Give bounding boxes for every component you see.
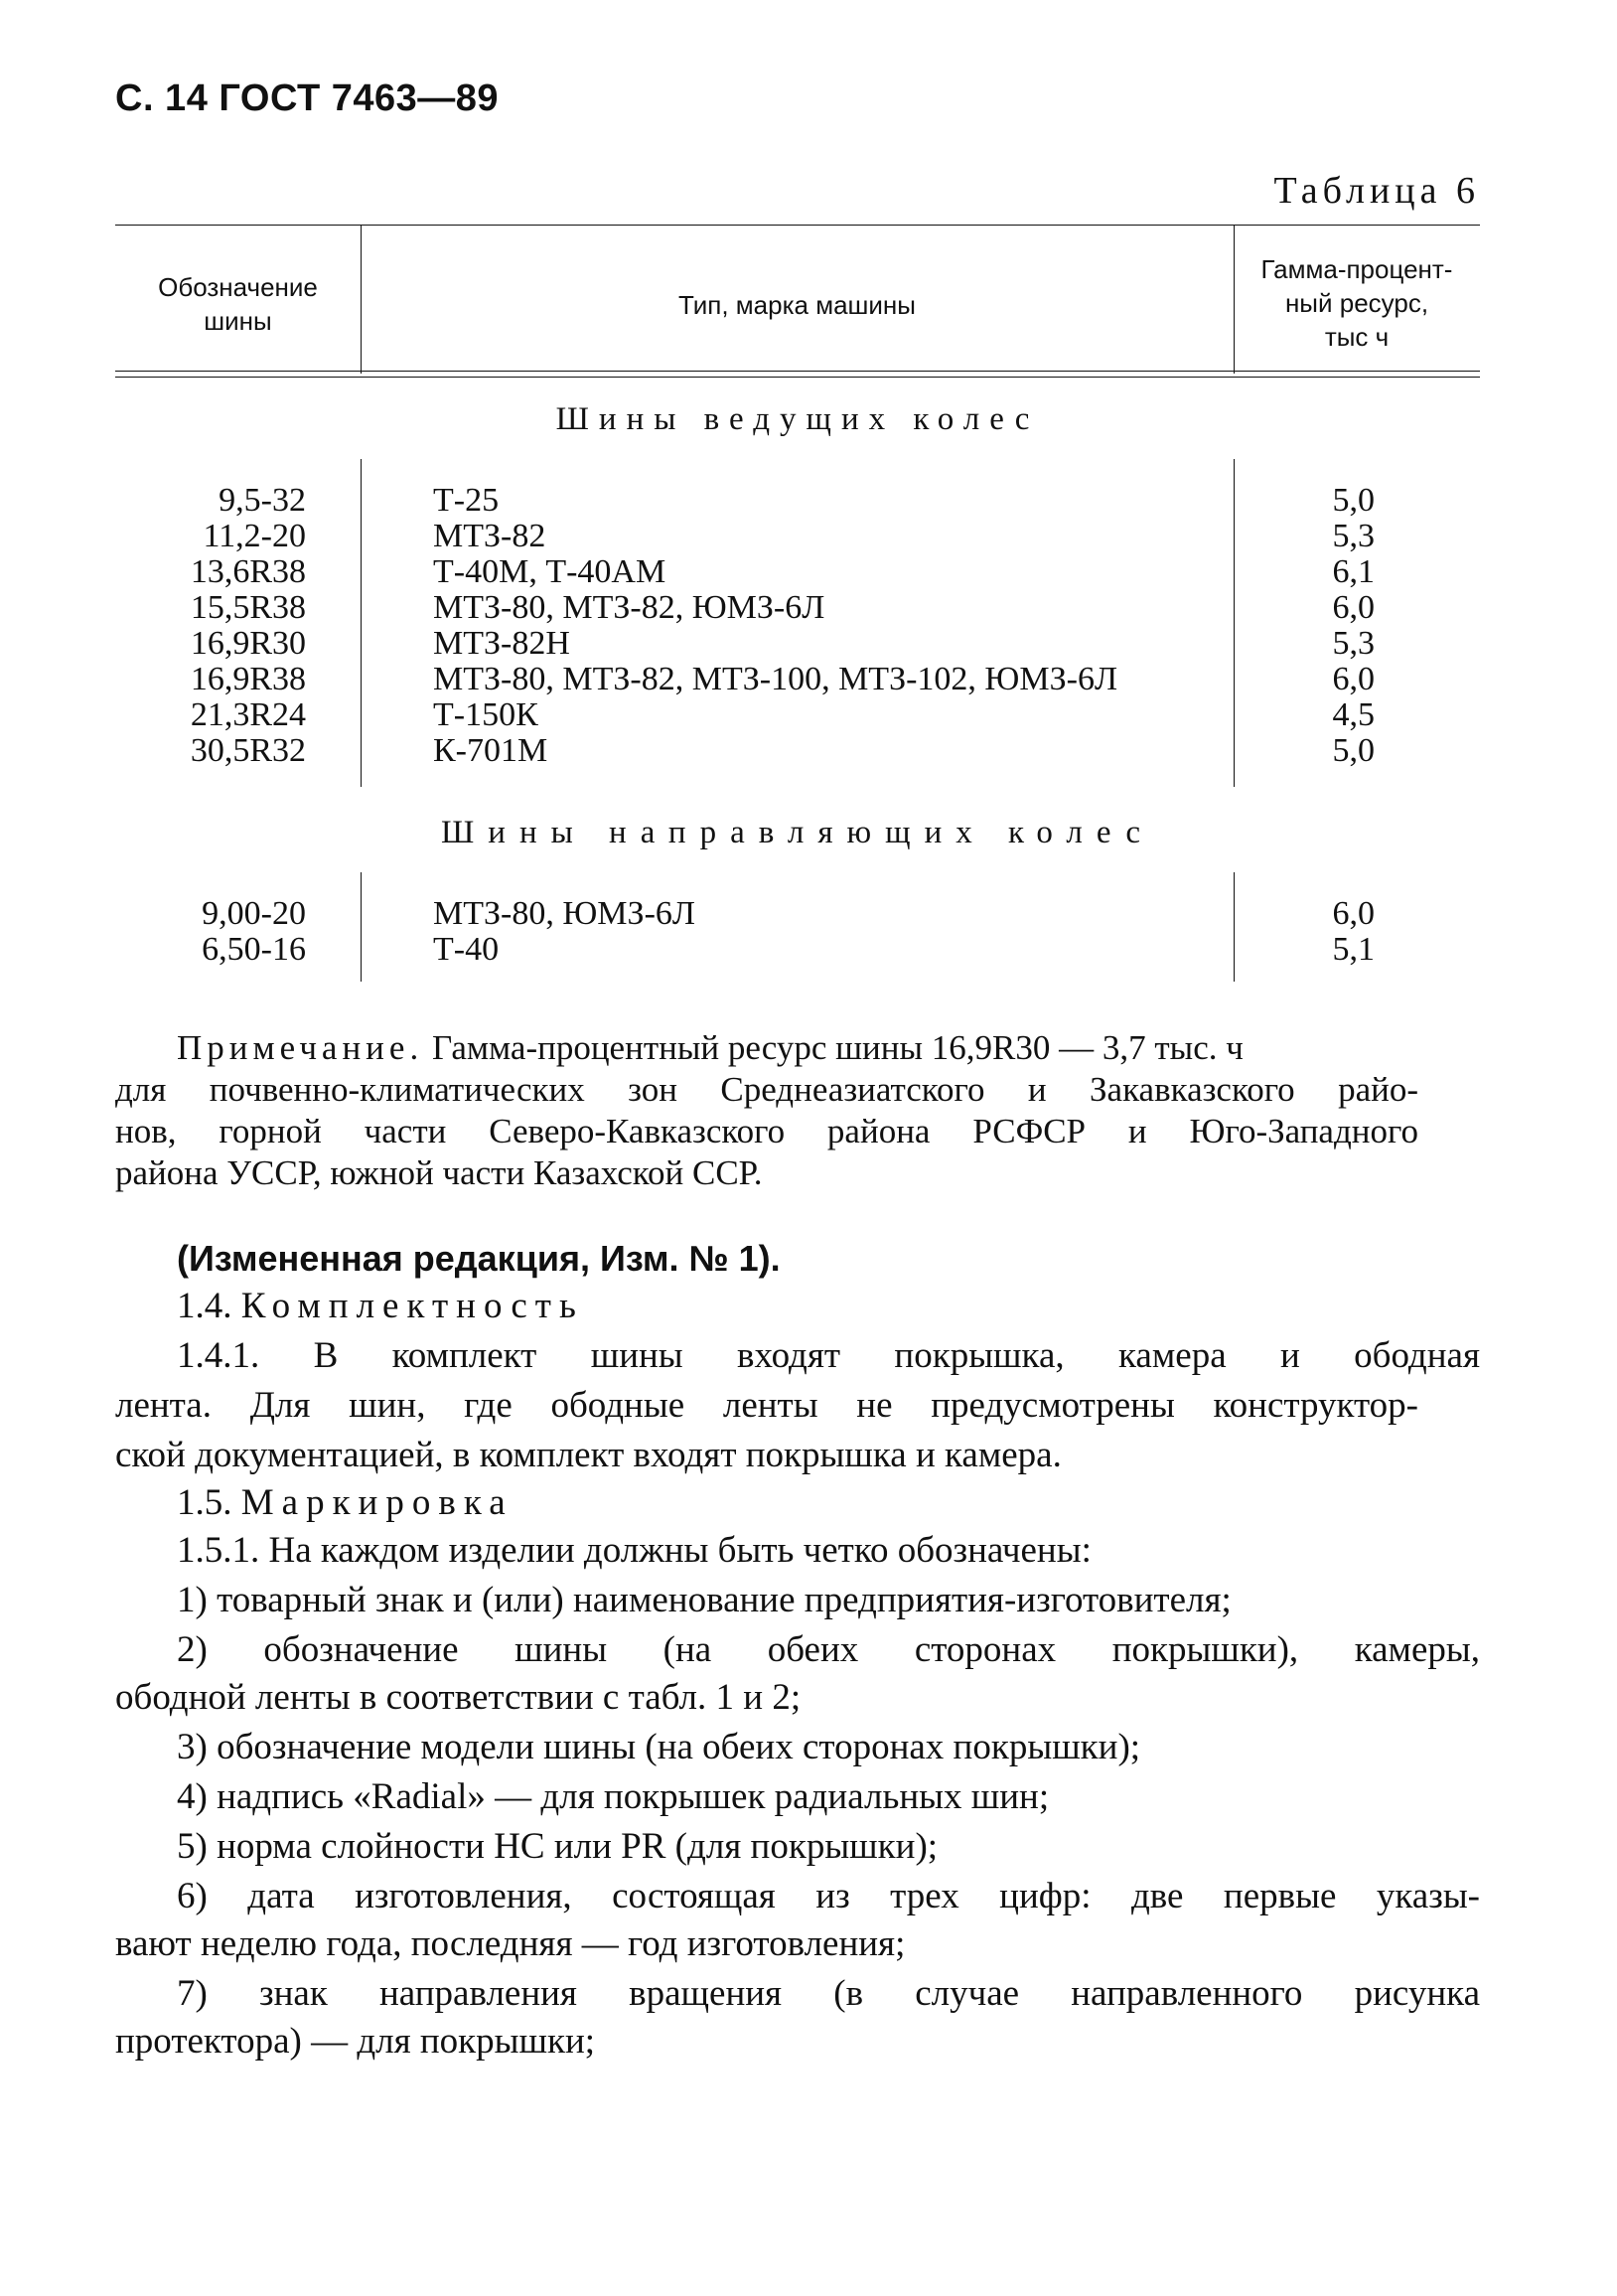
table-header-rule (115, 371, 1480, 372)
resource-cell: 5,3 (1332, 625, 1375, 662)
marking-item-3: 3) обозначение модели шины (на обеих сторонах покрышки); (177, 1727, 1141, 1767)
clause-1-4-1: 1.4.1. В комплект шины входят покрышка, камера и ободная (177, 1335, 1480, 1376)
machine-cell: Т-25 (433, 482, 500, 519)
section-1-4-heading (177, 1284, 1480, 1329)
body-divider-right (1234, 872, 1235, 982)
tire-cell: 16,9R30 (190, 625, 306, 662)
machine-cell: К-701М (433, 732, 548, 769)
section-title: Комплектность (240, 1286, 584, 1326)
note-line: района УССР, южной части Казахской ССР. (115, 1153, 763, 1192)
body-divider-left (361, 459, 362, 787)
resource-cell: 6,0 (1332, 661, 1375, 697)
clause-1-5-1: 1.5.1. На каждом изделии должны быть четко обозначены: (177, 1530, 1092, 1571)
clause-1-4-1-cont: ской документацией, в комплект входят покрышка и камера. (115, 1435, 1062, 1475)
marking-item-7: 7) знак направления вращения (в случае направленного рисунка (177, 1973, 1480, 2014)
revision-note: (Измененная редакция, Изм. № 1). (177, 1238, 781, 1279)
table-top-rule (115, 225, 1480, 226)
machine-cell: МТЗ-80, ЮМЗ-6Л (433, 895, 695, 932)
header-resource-line: ный ресурс, (1284, 288, 1429, 318)
header-designation (115, 270, 361, 338)
clause-1-4-1-cont: лента. Для шин, где ободные ленты не предусмотрены конструктор- (115, 1385, 1418, 1426)
marking-item-7-cont: протектора) — для покрышки; (115, 2021, 596, 2062)
marking-item-2: 2) обозначение шины (на обеих сторонах покрышки), камеры, (177, 1629, 1480, 1670)
marking-item-6-cont: вают неделю года, последняя — год изготовления; (115, 1923, 906, 1964)
marking-item-5: 5) норма слойности НС или PR (для покрышки); (177, 1826, 939, 1867)
resource-cell: 5,0 (1332, 482, 1375, 519)
machine-cell: Т-40 (433, 931, 500, 968)
marking-item-2-cont: ободной ленты в соответствии с табл. 1 и 2; (115, 1677, 802, 1718)
header-resource (1234, 252, 1480, 354)
tire-cell: 11,2-20 (203, 518, 306, 554)
tire-cell: 9,00-20 (202, 895, 306, 932)
tire-cell: 30,5R32 (190, 732, 306, 769)
marking-item-6: 6) дата изготовления, состоящая из трех цифр: две первые указы- (177, 1876, 1480, 1916)
resource-cell: 5,0 (1332, 732, 1375, 769)
tire-cell: 9,5-32 (219, 482, 306, 519)
marking-item-1: 1) товарный знак и (или) наименование предприятия-изготовителя; (177, 1580, 1232, 1620)
machine-cell: Т-40М, Т-40АМ (433, 553, 666, 590)
machine-cell: МТЗ-82Н (433, 625, 570, 662)
machine-cell: МТЗ-82 (433, 518, 546, 554)
marking-item-4: 4) надпись «Radial» — для покрышек радиальных шин; (177, 1776, 1050, 1817)
note-line: нов, горной части Северо-Кавказского района РСФСР и Юго-Западного (115, 1112, 1418, 1150)
resource-cell: 5,3 (1332, 518, 1375, 554)
tire-cell: 6,50-16 (202, 931, 306, 968)
machine-cell: МТЗ-80, МТЗ-82, МТЗ-100, МТЗ-102, ЮМЗ-6Л (433, 661, 1118, 697)
section-title: Маркировка (240, 1482, 514, 1523)
body-divider-right (1234, 459, 1235, 787)
note-line-1 (177, 1027, 1480, 1069)
section-number: 1.5. (177, 1482, 232, 1523)
note-line: для почвенно-климатических зон Среднеазиатского и Закавказского райо- (115, 1070, 1418, 1109)
tire-cell: 16,9R38 (190, 661, 306, 697)
resource-cell: 6,0 (1332, 589, 1375, 626)
resource-cell: 6,0 (1332, 895, 1375, 932)
note-text: Гамма-процентный ресурс шины 16,9R30 — 3,7 тыс. ч (423, 1028, 1244, 1067)
section-1-5-heading (177, 1480, 1480, 1526)
body-divider-left (361, 872, 362, 982)
page-header: С. 14 ГОСТ 7463—89 (115, 77, 500, 119)
tire-cell: 15,5R38 (190, 589, 306, 626)
table-caption: Таблица 6 (1273, 170, 1480, 212)
table-header-rule (115, 377, 1480, 378)
header-designation-line: шины (204, 306, 272, 336)
section-title-steering-wheels: Шины направляющих колес (441, 815, 1154, 850)
machine-cell: МТЗ-80, МТЗ-82, ЮМЗ-6Л (433, 589, 825, 626)
resource-cell: 5,1 (1332, 931, 1375, 968)
resource-cell: 6,1 (1332, 553, 1375, 590)
header-designation-line: Обозначение (158, 272, 318, 302)
note-label: Примечание. (177, 1028, 424, 1067)
header-resource-line: Гамма-процент- (1260, 254, 1453, 284)
section-title-driving-wheels: Шины ведущих колес (555, 401, 1040, 437)
section-number: 1.4. (177, 1286, 232, 1326)
tire-cell: 13,6R38 (190, 553, 306, 590)
resource-cell: 4,5 (1332, 696, 1375, 733)
header-machine: Тип, марка машины (678, 290, 916, 320)
tire-cell: 21,3R24 (190, 696, 306, 733)
machine-cell: Т-150К (433, 696, 538, 733)
header-resource-line: тыс ч (1324, 322, 1390, 352)
